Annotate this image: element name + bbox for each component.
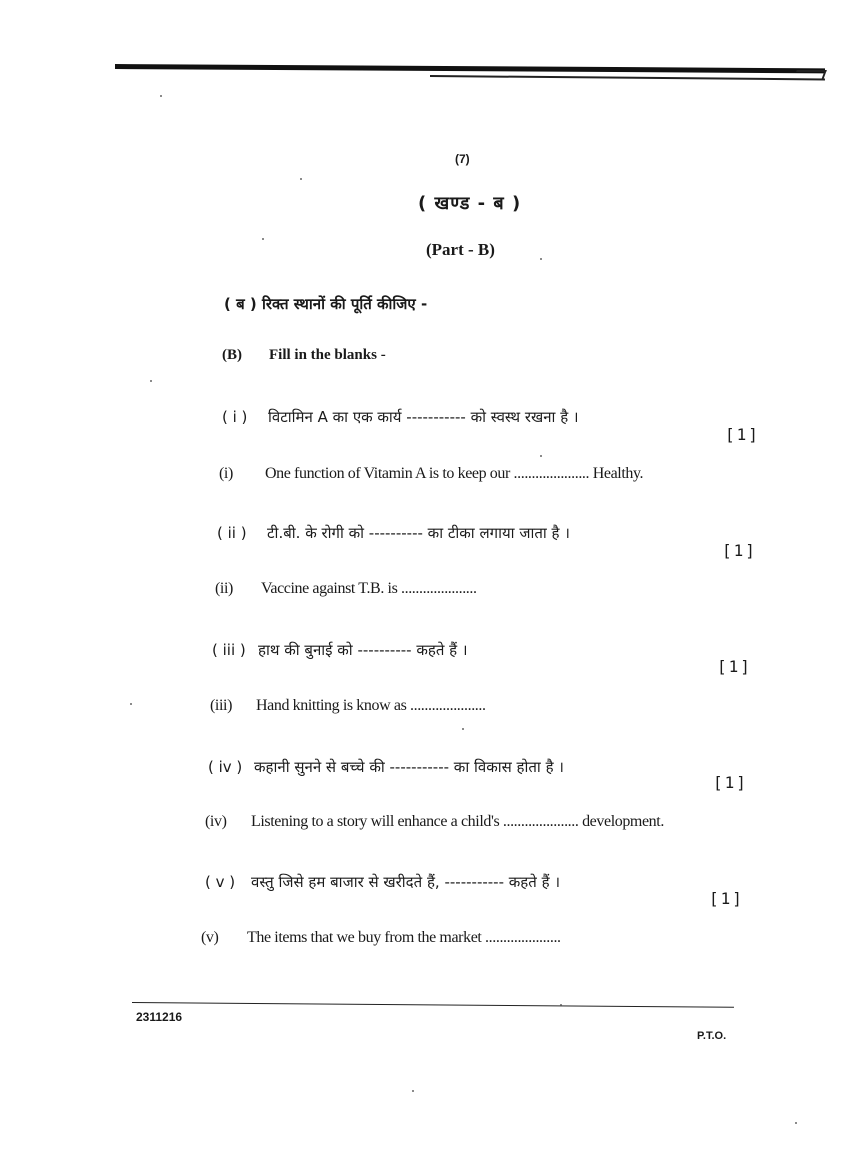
question-text: Vaccine against T.B. is .....................	[261, 580, 477, 597]
top-border-rule-thin	[430, 75, 825, 80]
question-4-marks: [1]	[713, 773, 748, 792]
question-text: One function of Vitamin A is to keep our ..................... Healthy.	[265, 465, 644, 482]
scan-speck	[560, 1004, 562, 1006]
footer-rule	[132, 1002, 734, 1008]
scan-speck	[262, 238, 264, 240]
question-number: (iii)	[210, 697, 232, 714]
question-text: विटामिन A का एक कार्य ----------- को स्वस्थ रखना है ।	[268, 408, 579, 426]
question-number: (v)	[201, 929, 219, 946]
question-text: Hand knitting is know as .....................	[256, 697, 486, 714]
scan-speck	[300, 178, 302, 180]
scan-speck	[540, 258, 542, 260]
scan-speck	[150, 380, 152, 382]
question-3-hindi	[212, 640, 468, 660]
instruction-english-text: Fill in the blanks -	[269, 347, 386, 363]
question-text: वस्तु जिसे हम बाजार से खरीदते हैं, ----------- कहते हैं ।	[251, 873, 560, 891]
page-turn-over: P.T.O.	[697, 1030, 727, 1042]
question-text: कहानी सुनने से बच्चे की ----------- का विकास होता है ।	[254, 758, 564, 776]
paper-code: 2311216	[136, 1010, 183, 1024]
question-2-marks: [1]	[722, 541, 757, 560]
instruction-english-label: (B)	[222, 347, 242, 363]
question-1-marks: [1]	[725, 425, 760, 444]
question-number: ( iii )	[212, 641, 246, 659]
scan-speck	[130, 703, 132, 705]
question-text: Listening to a story will enhance a child's ..................... development.	[251, 813, 664, 830]
scan-speck	[412, 1090, 414, 1092]
question-number: ( ii )	[217, 524, 247, 542]
question-4-english	[205, 813, 664, 831]
question-1-hindi	[222, 407, 579, 427]
question-number: ( iv )	[208, 758, 243, 776]
question-number: (i)	[219, 465, 233, 482]
top-border-rule-end	[793, 70, 827, 80]
question-3-english	[210, 697, 486, 715]
scan-speck	[160, 95, 162, 97]
question-2-english	[215, 580, 477, 598]
question-number: (iv)	[205, 813, 227, 830]
question-text: The items that we buy from the market .....................	[247, 929, 561, 946]
question-number: (ii)	[215, 580, 233, 597]
instruction-hindi: ( ब ) रिक्त स्थानों की पूर्ति कीजिए -	[224, 295, 428, 313]
section-title-hindi: ( खण्ड - ब )	[418, 193, 522, 214]
scan-speck	[540, 455, 542, 457]
question-5-hindi	[205, 872, 560, 892]
question-3-marks: [1]	[717, 657, 752, 676]
question-2-hindi	[217, 523, 570, 543]
scan-speck	[462, 728, 464, 730]
question-5-marks: [1]	[709, 889, 744, 908]
question-1-english	[219, 465, 643, 483]
question-number: ( i )	[222, 408, 248, 426]
top-border-rule	[115, 64, 825, 73]
question-text: हाथ की बुनाई को ---------- कहते हैं ।	[258, 641, 468, 659]
question-text: टी.बी. के रोगी को ---------- का टीका लगाया जाता है ।	[267, 524, 570, 542]
question-5-english	[201, 929, 561, 947]
section-title-english: (Part - B)	[426, 240, 495, 259]
question-4-hindi	[208, 757, 564, 777]
question-number: ( v )	[205, 873, 236, 891]
scan-speck	[795, 1122, 797, 1124]
page-number: (7)	[455, 152, 470, 166]
instruction-english	[222, 347, 386, 364]
